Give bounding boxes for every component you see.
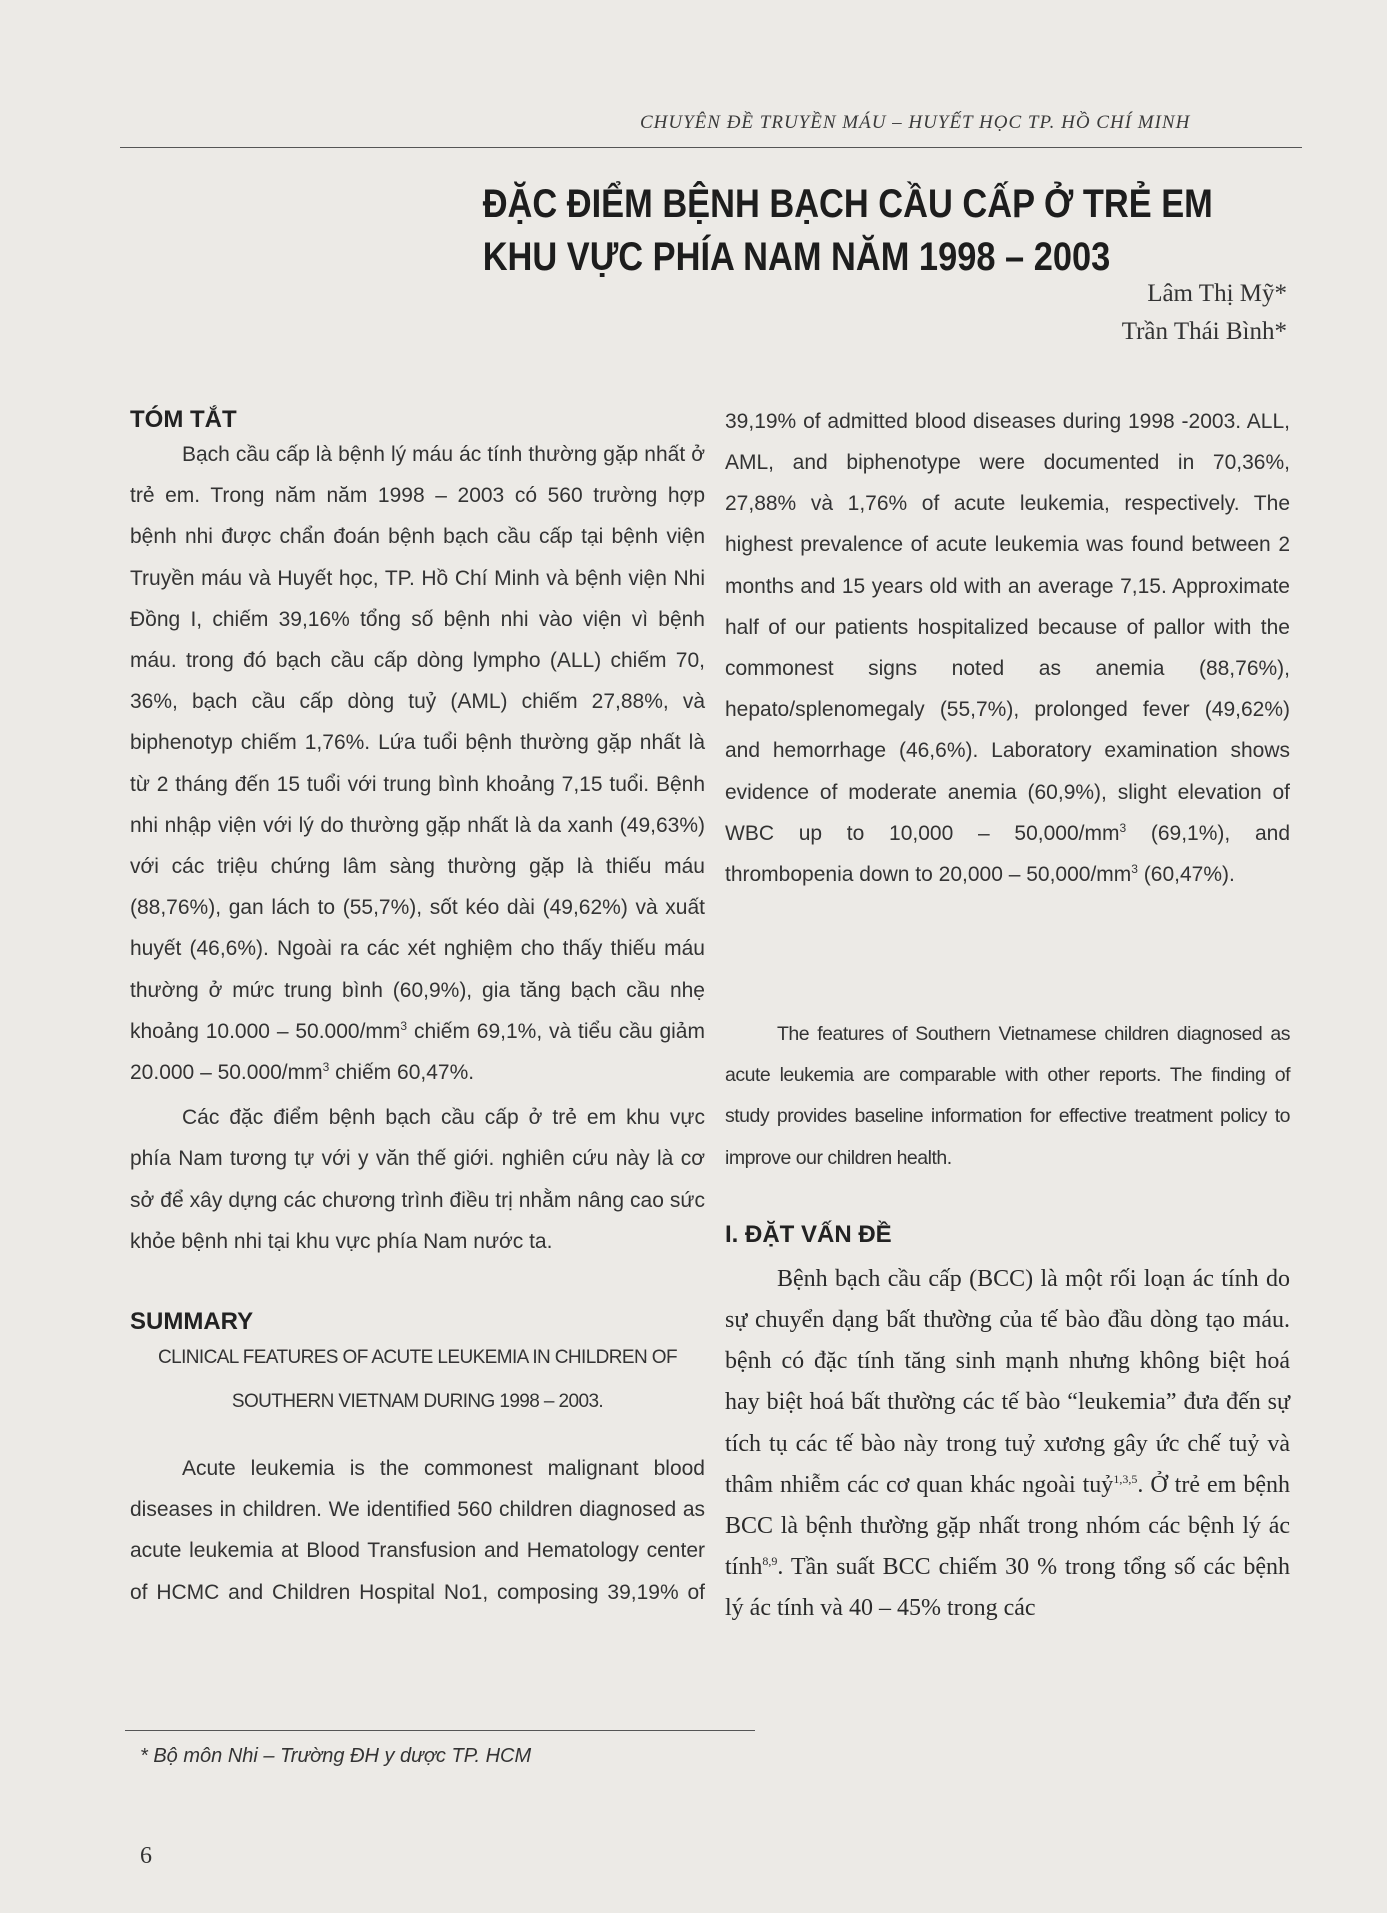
summary-paragraph-1: Acute leukemia is the commonest malignant blood diseases in children. We identified 560 children diagnosed as acute leukemia at Blood Transfusion and Hematology center of HCMC and Children Hospital No1, composing 39,19% of: [130, 1457, 705, 1604]
summary-title-line-1: CLINICAL FEATURES OF ACUTE LEUKEMIA IN CHILDREN OF: [158, 1347, 677, 1369]
section-1-paragraph: Bệnh bạch cầu cấp (BCC) là một rối loạn ác tính do sự chuyển dạng bất thường của tế bào đầu dòng tạo máu. bệnh có đặc tính tăng sinh mạnh nhưng không biệt hoá hay biệt hoá bất thường các tế bào “leukemia” đưa đến sự tích tụ các tế bào này trong tuỷ xương gây ức chế tuỷ và thâm nhiễm các cơ quan khác ngoài tuỷ$^{1,3,5}$. Ở trẻ em bệnh BCC là bệnh thường gặp nhất trong nhóm các bệnh lý ác tính$^{8,9}$. Tần suất BCC chiếm 30 % trong tổng số các bệnh lý ác tính và 40 – 45% trong các: [725, 1265, 1290, 1622]
author-1: Lâm Thị Mỹ*: [1147, 280, 1287, 307]
header-rule: [120, 147, 1302, 148]
article-title: [440, 178, 1213, 284]
summary-paragraph-2: The features of Southern Vietnamese children diagnosed as acute leukemia are comparable with other reports. The finding of study provides baseline information for effective treatment policy to improve our children health.: [725, 1023, 1290, 1169]
tom-tat-paragraph-2: Các đặc điểm bệnh bạch cầu cấp ở trẻ em khu vực phía Nam tương tự với y văn thế giới. nghiên cứu này là cơ sở để xây dựng các chương trình điều trị nhằm nâng cao sức khỏe bệnh nhi tại khu vực phía Nam nước ta.: [130, 1106, 705, 1253]
section-1-heading: I. ĐẶT VẤN ĐỀ: [725, 1220, 892, 1248]
footnote-rule: [125, 1730, 755, 1731]
footnote: * Bộ môn Nhi – Trường ĐH y dược TP. HCM: [140, 1745, 532, 1767]
summary-paragraph-1-box: [130, 1448, 705, 1612]
left-column: [130, 396, 705, 1612]
summary-heading: SUMMARY: [130, 1308, 254, 1336]
title-line-2: KHU VỰC PHÍA NAM NĂM 1998 – 2003: [482, 235, 1111, 279]
summary-paragraph-1-continued: 39,19% of admitted blood diseases during 1998 -2003. ALL, AML, and biphenotype were documented in 70,36%, 27,88% và 1,76% of acute leukemia, respectively. The highest prevalence of acute leukemia was found between 2 months and 15 years old with an average 7,15. Approximate half of our patients hospitalized because of pallor with the commonest signs noted as anemia (88,76%), hepato/splenomegaly (55,7%), prolonged fever (49,62%) and hemorrhage (46,6%). Laboratory examination shows evidence of moderate anemia (60,9%), slight elevation of WBC up to $10,000 - 50,000/mm^3$ (69,1%), and thrombopenia down to $20,000 - 50,000/mm^3$ (60,47%).: [725, 409, 1290, 887]
page-number: 6: [140, 1843, 152, 1869]
tom-tat-heading: TÓM TẮT: [130, 406, 237, 433]
summary-continuation-box: [725, 400, 1290, 1014]
title-line-1: ĐẶC ĐIỂM BỆNH BẠCH CẦU CẤP Ở TRẺ EM: [482, 182, 1213, 226]
author-2: Trần Thái Bình*: [1121, 318, 1287, 345]
authors: [1122, 275, 1287, 351]
running-header: CHUYÊN ĐỀ TRUYỀN MÁU – HUYẾT HỌC TP. HỒ CHÍ MINH: [640, 112, 1191, 133]
right-column: [725, 396, 1290, 1630]
summary-title-line-2: SOUTHERN VIETNAM DURING 1998 – 2003.: [231, 1391, 604, 1413]
tom-tat-paragraph-1: Bạch cầu cấp là bệnh lý máu ác tính thường gặp nhất ở trẻ em. Trong năm năm 1998 – 2003 có 560 trường hợp bệnh nhi được chẩn đoán bệnh bạch cầu cấp tại bệnh viện Truyền máu và Huyết học, TP. Hồ Chí Minh và bệnh viện Nhi Đồng I, chiếm 39,16% tổng số bệnh nhi vào viện vì bệnh máu. trong đó bạch cầu cấp dòng lympho (ALL) chiếm 70, 36%, bạch cầu cấp dòng tuỷ (AML) chiếm 27,88%, và biphenotyp chiếm 1,76%. Lứa tuổi bệnh thường gặp nhất là từ 2 tháng đến 15 tuổi với trung bình khoảng 7,15 tuổi. Bệnh nhi nhập viện với lý do thường gặp nhất là da xanh (49,63%) với các triệu chứng lâm sàng thường gặp là thiếu máu (88,76%), gan lách to (55,7%), sốt kéo dài (49,62%) và xuất huyết (46,6%). Ngoài ra các xét nghiệm cho thấy thiếu máu thường ở mức trung bình (60,9%), gia tăng bạch cầu nhẹ khoảng $10.000 - 50.000/mm^3$ chiếm 69,1%, và tiểu cầu giảm $20.000 - 50.000/mm^3$ chiếm 60,47%.: [130, 443, 705, 1085]
summary-title: [130, 1336, 705, 1424]
